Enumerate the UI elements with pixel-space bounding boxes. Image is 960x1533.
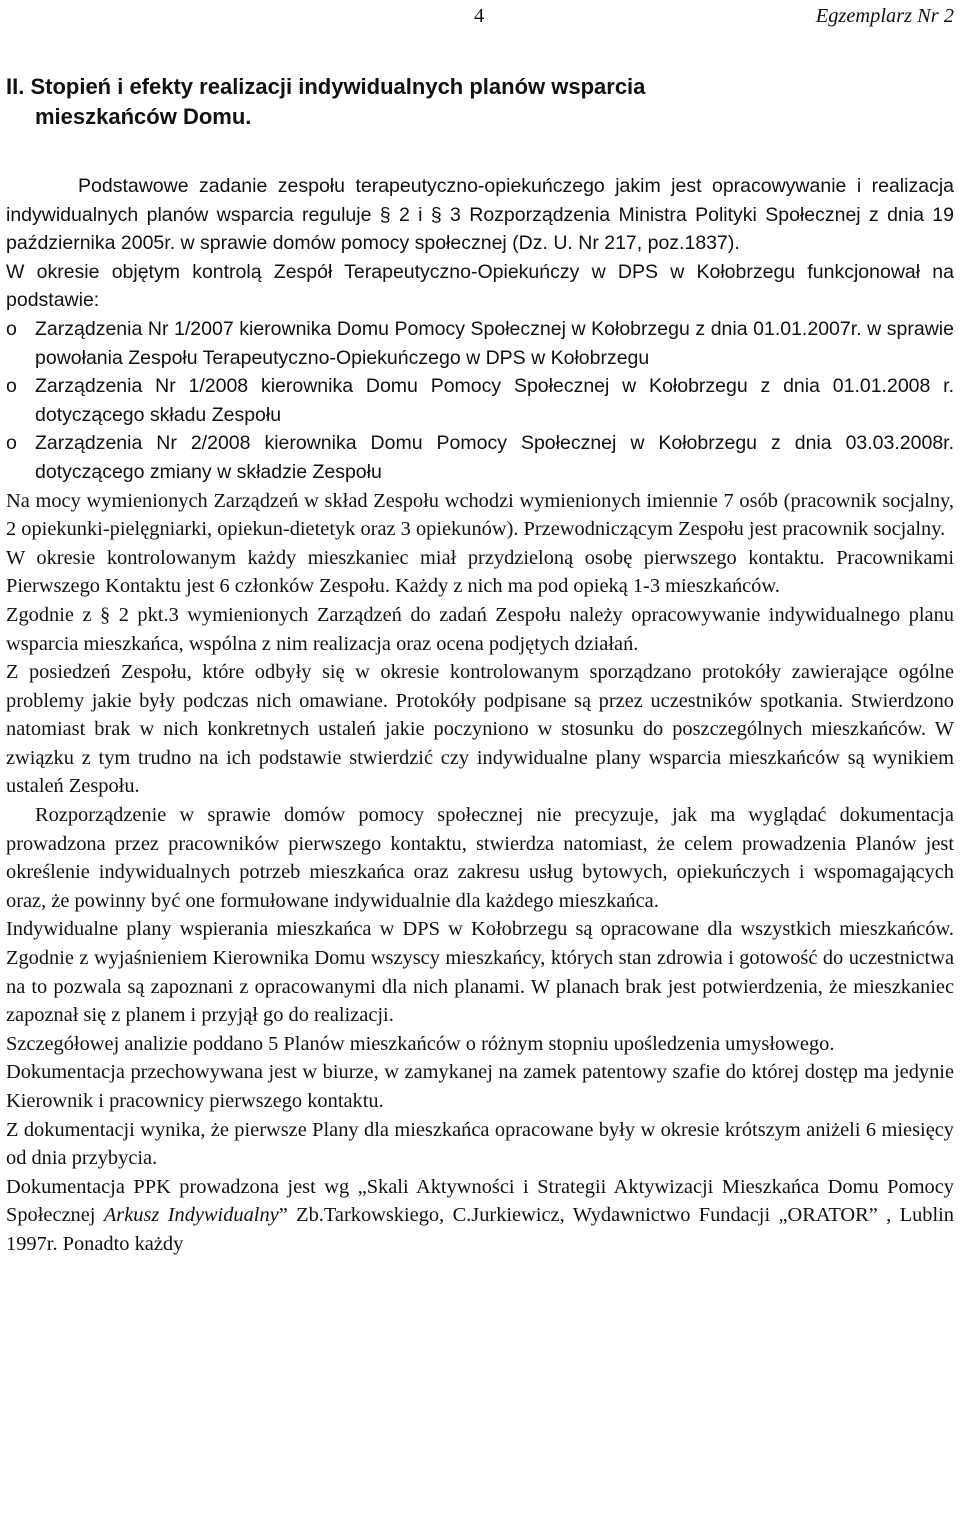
bullet-mark: o bbox=[6, 375, 17, 398]
bullet-mark: o bbox=[6, 317, 17, 340]
paragraph-team-basis: W okresie objętym kontrolą Zespół Terapeutyczno-Opiekuńczy w DPS w Kołobrzegu funkcjonował na podstawie: bbox=[6, 260, 954, 312]
paragraph-ppk-documentation bbox=[6, 1173, 954, 1259]
ppk-text-end: ” Zb.Tarkowskiego, C.Jurkiewicz, Wydawnictwo Fundacji „ORATOR” , Lublin 1997r. Ponadto każdy bbox=[6, 1204, 954, 1255]
list-item bbox=[6, 429, 954, 486]
copy-label: Egzemplarz Nr 2 bbox=[815, 5, 954, 27]
section-heading-line2: mieszkańców Domu. bbox=[35, 104, 252, 129]
list-item bbox=[6, 315, 954, 372]
paragraph-regulation-scope: Rozporządzenie w sprawie domów pomocy społecznej nie precyzuje, jak ma wyglądać dokumentacja prowadzona przez pracowników pierwszego kontaktu, stwierdza natomiast, że celem prowadzenia Planów jest określenie indywidualnych potrzeb mieszkańca oraz zakresu usług bytowych, opiekuńczych i wspomagających oraz, że powinny być one formułowane indywidualnie dla każdego mieszkańca. bbox=[6, 804, 954, 912]
paragraph-team-tasks: Zgodnie z § 2 pkt.3 wymienionych Zarządzeń do zadań Zespołu należy opracowywanie indywidualnego planu wsparcia mieszkańca, wspólna z nim realizacja oraz ocena podjętych działań. bbox=[6, 603, 954, 655]
section-heading bbox=[6, 72, 826, 132]
list-item bbox=[6, 372, 954, 429]
bullet-mark: o bbox=[6, 432, 17, 455]
paragraph-plan-timing: Z dokumentacji wynika, że pierwsze Plany dla mieszkańca opracowane były w okresie krótszym aniżeli 6 miesięcy od dnia przybycia. bbox=[6, 1118, 954, 1170]
paragraph-team-composition: Na mocy wymienionych Zarządzeń w skład Zespołu wchodzi wymienionych imiennie 7 osób (pracownik socjalny, 2 opiekunki-pielęgniarki, opiekun-dietetyk oraz 3 opiekunów). Przewodniczącym Zespołu jest pracownik socjalny. bbox=[6, 489, 954, 541]
paragraph-analysis: Szczegółowej analizie poddano 5 Planów mieszkańców o różnym stopniu upośledzenia umysłowego. bbox=[6, 1032, 835, 1055]
paragraph-meeting-protocols: Z posiedzeń Zespołu, które odbyły się w okresie kontrolowanym sporządzano protokóły zawierające ogólne problemy jakie były podczas nich omawiane. Protokóły podpisane są przez uczestników spotkania. Stwierdzono natomiast brak w nich konkretnych ustaleń jakie poczyniono w stosunku do poszczególnych mieszkańców. W związku z tym trudno na ich podstawie stwierdzić czy indywidualne plany wsparcia mieszkańców są wynikiem ustaleń Zespołu. bbox=[6, 661, 954, 798]
paragraph-legal-basis: Podstawowe zadanie zespołu terapeutyczno-opiekuńczego jakim jest opracowywanie i realizacja indywidualnych planów wsparcia reguluje § 2 i § 3 Rozporządzenia Ministra Polityki Społecznej z dnia 19 października 2005r. w sprawie domów pomocy społecznej (Dz. U. Nr 217, poz.1837). bbox=[6, 175, 954, 255]
paragraph-individual-plans: Indywidualne plany wspierania mieszkańca w DPS w Kołobrzegu są opracowane dla wszystkich mieszkańców. Zgodnie z wyjaśnieniem Kierownika Domu wszyscy mieszkańcy, których stan zdrowia i gotowość do uczestnictwa na to pozwala są zapoznani z opracowanymi dla nich planami. W planach brak jest potwierdzenia, że mieszkaniec zapoznał się z planem i przyjął go do realizacji. bbox=[6, 918, 954, 1027]
ppk-text-italic: Arkusz Indywidualny bbox=[103, 1204, 279, 1227]
paragraph-storage: Dokumentacja przechowywana jest w biurze, w zamykanej na zamek patentowy szafie do której dostęp ma jedynie Kierownik i pracownicy pierwszego kontaktu. bbox=[6, 1061, 954, 1112]
paragraph-first-contact: W okresie kontrolowanym każdy mieszkaniec miał przydzieloną osobę pierwszego kontaktu. Pracownikami Pierwszego Kontaktu jest 6 członków Zespołu. Każdy z nich ma pod opieką 1-3 mieszkańców. bbox=[6, 546, 954, 598]
ordinance-list bbox=[6, 315, 954, 487]
list-item-text: Zarządzenia Nr 2/2008 kierownika Domu Pomocy Społecznej w Kołobrzegu z dnia 03.03.2008r. dotyczącego zmiany w składzie Zespołu bbox=[35, 432, 954, 483]
list-item-text: Zarządzenia Nr 1/2008 kierownika Domu Pomocy Społecznej w Kołobrzegu z dnia 01.01.2008 r. dotyczącego składu Zespołu bbox=[35, 375, 954, 426]
body-text bbox=[6, 172, 954, 1259]
section-heading-line1: II. Stopień i efekty realizacji indywidualnych planów wsparcia bbox=[6, 74, 646, 99]
list-item-text: Zarządzenia Nr 1/2007 kierownika Domu Pomocy Społecznej w Kołobrzegu z dnia 01.01.2007r. w sprawie powołania Zespołu Terapeutyczno-Opiekuńczego w DPS w Kołobrzegu bbox=[35, 317, 954, 369]
page-header bbox=[0, 0, 960, 30]
ppk-text-start: Dokumentacja PPK prowadzona jest wg „Skali Aktywności i Strategii Aktywizacji Mieszkańca Domu Pomocy Społecznej bbox=[6, 1175, 954, 1227]
page-number: 4 bbox=[474, 5, 485, 27]
